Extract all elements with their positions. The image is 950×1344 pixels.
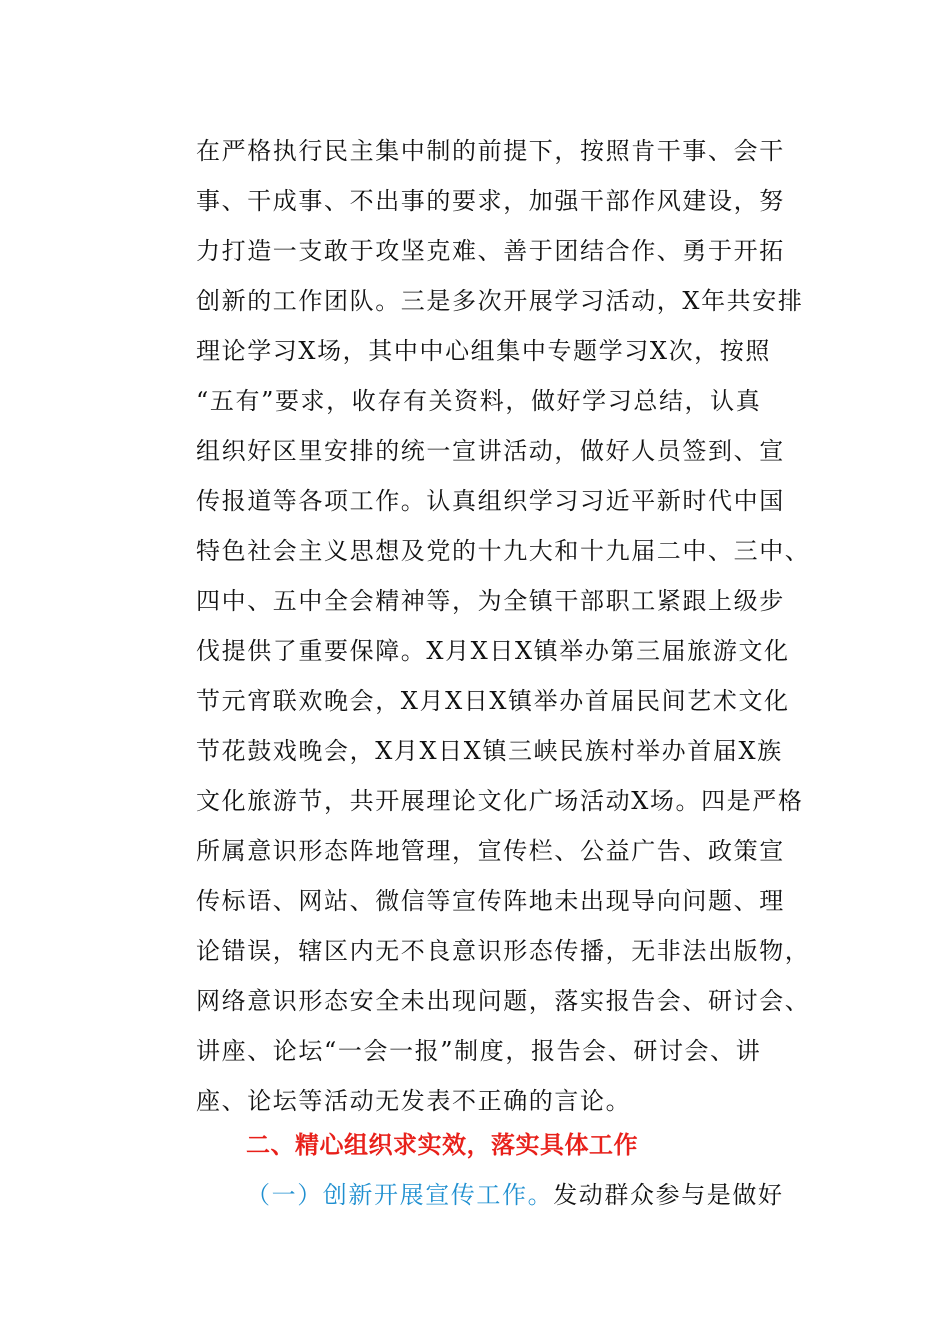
paragraph-line: 理论学习X场，其中中心组集中专题学习X次，按照 [196, 337, 771, 365]
subsection-line [246, 1170, 784, 1220]
paragraph-line: 论错误，辖区内无不良意识形态传播，无非法出版物， [196, 937, 811, 965]
paragraph-line: 座、论坛等活动无发表不正确的言论。 [196, 1087, 632, 1115]
subsection-heading: （一）创新开展宣传工作。 [246, 1181, 554, 1209]
paragraph-line: “五有”要求，收存有关资料，做好学习总结，认真 [196, 387, 762, 415]
paragraph-line: 网络意识形态安全未出现问题，落实报告会、研讨会、 [196, 987, 811, 1015]
paragraph-line: 创新的工作团队。三是多次开展学习活动，X年共安排 [196, 287, 804, 315]
paragraph-line: 事、干成事、不出事的要求，加强干部作风建设，努 [196, 187, 785, 215]
paragraph-line: 传标语、网站、微信等宣传阵地未出现导向问题、理 [196, 887, 785, 915]
paragraph-line: 节花鼓戏晚会，X月X日X镇三峡民族村举办首届X族 [196, 737, 783, 765]
paragraph-line: 在严格执行民主集中制的前提下，按照肯干事、会干 [196, 137, 785, 165]
paragraph-line: 传报道等各项工作。认真组织学习习近平新时代中国 [196, 487, 785, 515]
paragraph-line: 组织好区里安排的统一宣讲活动，做好人员签到、宣 [196, 437, 785, 465]
body-paragraph [196, 126, 816, 1126]
paragraph-line: 文化旅游节，共开展理论文化广场活动X场。四是严格 [196, 787, 804, 815]
section-heading: 二、精心组织求实效，落实具体工作 [246, 1131, 638, 1159]
paragraph-line: 特色社会主义思想及党的十九大和十九届二中、三中、 [196, 537, 811, 565]
paragraph-line: 所属意识形态阵地管理，宣传栏、公益广告、政策宣 [196, 837, 785, 865]
paragraph-line: 讲座、论坛“一会一报”制度，报告会、研讨会、讲 [196, 1037, 762, 1065]
paragraph-line: 节元宵联欢晚会，X月X日X镇举办首届民间艺术文化 [196, 687, 790, 715]
paragraph-line: 力打造一支敢于攻坚克难、善于团结合作、勇于开拓 [196, 237, 785, 265]
paragraph-line: 伐提供了重要保障。X月X日X镇举办第三届旅游文化 [196, 637, 790, 665]
subsection-text: 发动群众参与是做好 [553, 1181, 784, 1209]
paragraph-line: 四中、五中全会精神等，为全镇干部职工紧跟上级步 [196, 587, 785, 615]
